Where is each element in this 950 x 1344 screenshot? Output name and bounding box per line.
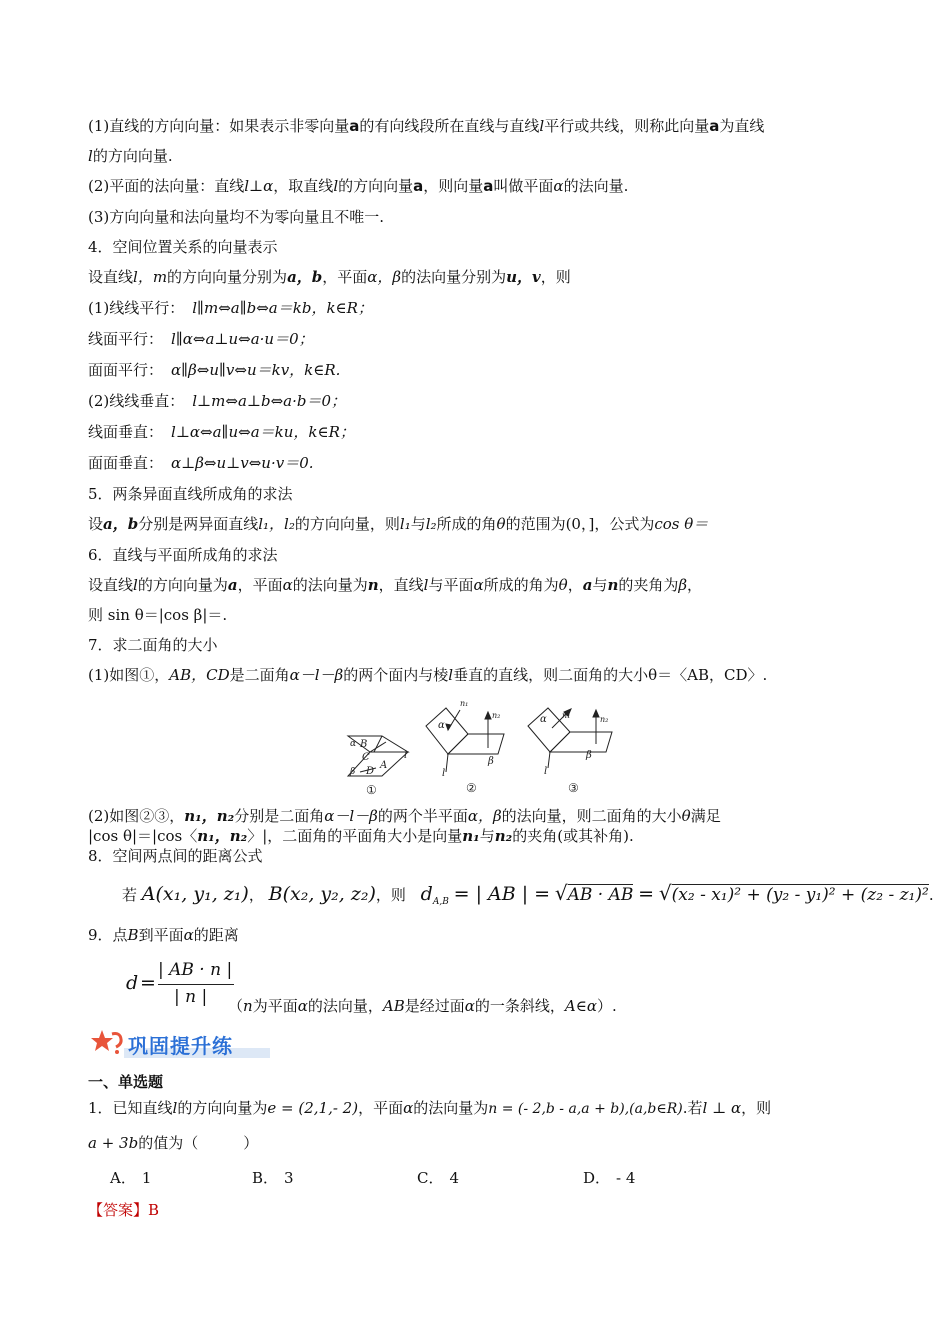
choice-value: 1 (141, 1169, 152, 1187)
choice-b[interactable] (252, 1168, 294, 1188)
abs-ab: = | AB | = (453, 883, 551, 905)
text: 的法向量分别为 (401, 268, 507, 286)
vector-n: n (607, 576, 619, 594)
text: .若 (682, 1099, 703, 1117)
text: 平行或共线，则称此向量 (544, 117, 710, 135)
text: 设直线 (88, 576, 134, 594)
lines-l-m: l，m (133, 268, 168, 286)
rule-line-line-perp (88, 391, 878, 411)
text: 设直线 (88, 268, 134, 286)
vector-a: a (483, 177, 494, 195)
label-beta: β (586, 750, 592, 761)
line-l: l (172, 1099, 178, 1117)
text: ）. (596, 997, 617, 1015)
vectors-n1-n2: n₁，n₂ (197, 827, 248, 845)
distance-symbol: d (126, 972, 139, 994)
text: ， (567, 576, 583, 594)
text: 叫做平面 (493, 177, 554, 195)
text: 垂直的直线，则二面角的大小 (453, 666, 649, 684)
text: 为直线 (719, 117, 765, 135)
text: 的两个面内与棱 (343, 666, 449, 684)
text: = (638, 883, 655, 905)
choice-label: A． (110, 1169, 136, 1187)
text: 的范围为(0，]，公式为 (505, 515, 655, 533)
text: 的法向量， (307, 997, 383, 1015)
plane-alpha: α (297, 997, 308, 1015)
distance-symbol: d (420, 883, 433, 905)
plane-alpha: α (464, 997, 475, 1015)
section-6-formula: 则 sin θ＝|cos β|＝. (88, 606, 228, 624)
vector-n: n = (- 2,b - a,a + b),(a,b∈R) (488, 1101, 683, 1117)
text: 的法向量为 (292, 576, 368, 594)
section-7-p3 (88, 826, 878, 846)
label-l: l (442, 768, 446, 779)
label-n1: n₁ (562, 711, 571, 720)
line-l: l (423, 576, 429, 594)
point-a: A(x₁, y₁, z₁) (141, 883, 249, 905)
text: θ＝〈AB，CD〉. (648, 666, 768, 684)
rule-plane-plane-perp (88, 453, 878, 473)
text: 的法向量. (563, 177, 629, 195)
figure-3 (528, 708, 612, 795)
text: 的方向向量. (92, 147, 173, 165)
text: 与平面 (428, 576, 474, 594)
label-A: A (380, 760, 388, 771)
l-perp-alpha: l⊥α (244, 177, 274, 195)
text: 所成的角 (436, 515, 497, 533)
text: 是经过面 (404, 997, 465, 1015)
text: 的方向向量为 (137, 576, 228, 594)
rule-expr: l∥α⇔a⊥u⇔a·u＝0； (171, 330, 314, 348)
vector-a: a (582, 576, 593, 594)
text: 的法向量，则二面角的大小 (501, 807, 682, 825)
text: 是二面角 (229, 666, 290, 684)
a-in-alpha: A∈α (564, 997, 597, 1015)
text: 的有向线段所在直线与直线 (359, 117, 540, 135)
figure-2-label: ② (466, 781, 477, 795)
rule-label: 面面垂直： (88, 454, 164, 472)
section-8-title: 8．空间两点间的距离公式 (88, 847, 263, 865)
label-C: C (362, 752, 370, 763)
cos-theta: cos θ＝ (654, 515, 709, 533)
label-n2: n₂ (492, 711, 501, 720)
section-5-body (88, 514, 878, 534)
choice-label: D． (583, 1169, 611, 1187)
text: ，平面 (237, 576, 283, 594)
label-D: D (366, 766, 375, 777)
expression: a + 3b (88, 1134, 139, 1152)
figure-2 (426, 699, 504, 795)
vector-a: a (709, 117, 720, 135)
text: 所成的角为 (483, 576, 559, 594)
question-1 (88, 1096, 878, 1121)
text: . (928, 886, 934, 904)
banner-title: 巩固提升练 (128, 1034, 233, 1058)
text: 的一条斜线， (474, 997, 565, 1015)
text: 与 (479, 827, 495, 845)
text: 1．已知直线 (88, 1099, 173, 1117)
vector-a: a (227, 576, 238, 594)
line-l: l (133, 576, 138, 594)
rule-line-line-parallel (88, 298, 878, 318)
dihedral-angle: α－l－β (289, 666, 344, 684)
section-7-title: 7．求二面角的大小 (88, 636, 218, 654)
question-1-cont (88, 1133, 878, 1153)
text: ，平面 (358, 1099, 404, 1117)
text: 的两个半平面 (377, 807, 468, 825)
label-l: l (544, 766, 548, 777)
text: ，平面 (322, 268, 368, 286)
line-l: l (539, 117, 545, 135)
angle-theta: θ (496, 515, 506, 533)
section-6-title: 6．直线与平面所成角的求法 (88, 546, 278, 564)
rule-expr: l∥m⇔a∥b⇔a＝kb，k∈R； (192, 299, 373, 317)
choice-value: 4 (449, 1169, 460, 1187)
vector-e: e = (2,1,- 2) (267, 1099, 359, 1117)
star-icon (90, 1028, 126, 1058)
figure-1 (348, 736, 408, 797)
line-l: l (333, 177, 339, 195)
label-alpha: α (438, 720, 445, 731)
choice-label: B． (252, 1169, 279, 1187)
text: 设 (88, 515, 104, 533)
rule-label: 线面平行： (88, 330, 164, 348)
text: 与 (592, 576, 608, 594)
rule-expr: l⊥m⇔a⊥b⇔a·b＝0； (192, 392, 347, 410)
text: 为平面 (252, 997, 298, 1015)
denominator: | n | (174, 987, 208, 1007)
text: 与 (410, 515, 426, 533)
dihedral-angle: α－l－β (324, 807, 378, 825)
text: 到平面 (138, 926, 184, 944)
text: (2)如图②③， (88, 807, 185, 825)
text: 满足 (690, 807, 721, 825)
text: 的法向量为 (413, 1099, 489, 1117)
exercise-heading: 一、单选题 (88, 1073, 164, 1091)
vector-n2: n₂ (494, 827, 513, 845)
section-9-note (228, 996, 950, 1016)
line-l: l (88, 147, 93, 165)
vector-n1: n₁ (462, 827, 480, 845)
vectors-n1-n2: n₁，n₂ (184, 807, 235, 825)
plane-alpha: α (403, 1099, 414, 1117)
answer-label: 【答案】 (88, 1201, 149, 1219)
choice-d[interactable] (583, 1168, 635, 1188)
rule-line-plane-perp (88, 422, 878, 442)
plane-alpha: α (553, 177, 564, 195)
text: 9．点 (88, 926, 128, 944)
label-alpha: α (540, 714, 547, 725)
root-coordinates: (x₂ - x₁)² + (y₂ - y₁)² + (z₂ - z₁)² (671, 885, 929, 905)
text: |cos θ|＝|cos〈 (88, 827, 198, 845)
text: (1)直线的方向向量：如果表示非零向量 (88, 117, 350, 135)
text: 分别是两异面直线 (138, 515, 259, 533)
section-7-p1 (88, 665, 878, 685)
section-7-p2 (88, 806, 878, 826)
root-ab-ab: AB · AB (567, 885, 634, 905)
def-direction-vector (88, 116, 878, 136)
label-beta: β (488, 756, 494, 767)
figure-3-label: ③ (568, 781, 579, 795)
rule-expr: α∥β⇔u∥v⇔u＝kv，k∈R. (171, 361, 341, 379)
text: ，则向量 (423, 177, 484, 195)
label-beta: β (350, 767, 356, 777)
choice-label: C． (417, 1169, 444, 1187)
def-normal-vector (88, 176, 878, 196)
numerator: | AB · n | (158, 960, 233, 980)
section-4-title: 4．空间位置关系的向量表示 (88, 238, 278, 256)
plane-alpha: α (282, 576, 293, 594)
label-n1: n₁ (460, 699, 469, 708)
rule-label: (2)线线垂直： (88, 392, 185, 410)
distance-formula: 若 A(x₁, y₁, z₁)， B(x₂, y₂, z₂)，则 $d_{A,B}$ = | AB | = √AB · AB = √(x₂ - x₁)² + (y₂ - y₁)² + (z₂ - z₁)². (122, 881, 934, 907)
text: (1)如图①， (88, 666, 170, 684)
plane-alpha: α (183, 926, 194, 944)
answer (88, 1200, 878, 1220)
vector-n: n (243, 997, 253, 1015)
text: 〉|，二面角的平面角大小是向量 (247, 827, 463, 845)
rule-plane-plane-parallel (88, 360, 878, 380)
text: 的值为（ ） (138, 1134, 259, 1152)
segment-ab: AB (382, 997, 405, 1015)
text: ，则 (540, 268, 571, 286)
text: ，则 (741, 1099, 772, 1117)
angle-theta: θ (558, 576, 568, 594)
vectors-a-b: a，b (103, 515, 139, 533)
rule-expr: l⊥α⇔a∥u⇔a＝ku，k∈R； (171, 423, 355, 441)
rule-label: 面面平行： (88, 361, 164, 379)
line-l2: l₂ (425, 515, 437, 533)
choice-a[interactable] (110, 1168, 151, 1188)
rule-label: 线面垂直： (88, 423, 164, 441)
text: ， (687, 576, 703, 594)
text: (2)平面的法向量：直线 (88, 177, 245, 195)
lines-l1-l2: l₁，l₂ (258, 515, 295, 533)
distance-subscript: A,B (432, 897, 449, 907)
fraction-bar (158, 984, 234, 985)
choice-value: 3 (284, 1169, 294, 1187)
rule-label: (1)线线平行： (88, 299, 185, 317)
text: 的方向向量 (338, 177, 414, 195)
vectors-u-v: u，v (506, 268, 541, 286)
text: 的方向向量，则 (294, 515, 400, 533)
line-l: l (448, 666, 454, 684)
text: ，取直线 (273, 177, 334, 195)
label-n2: n₂ (600, 715, 609, 724)
point-b: B(x₂, y₂, z₂) (268, 883, 376, 905)
text: （ (228, 997, 244, 1015)
label-B: B (360, 739, 368, 750)
section-9-title (88, 925, 878, 945)
text: 的距离 (193, 926, 239, 944)
text: 的夹角为 (618, 576, 679, 594)
choice-value: - 4 (616, 1169, 636, 1187)
rule-line-plane-parallel (88, 329, 878, 349)
angle-beta: β (678, 576, 688, 594)
choice-c[interactable] (417, 1168, 459, 1188)
line-l1: l₁ (399, 515, 411, 533)
text: = (140, 972, 156, 994)
vector-a: a (349, 117, 360, 135)
section-4-intro (88, 267, 878, 287)
text: 的方向向量分别为 (167, 268, 288, 286)
text: 的方向向量为 (177, 1099, 268, 1117)
text: ，直线 (378, 576, 424, 594)
vector-a: a (413, 177, 424, 195)
dihedral-figures (330, 692, 630, 802)
planes-alpha-beta: α，β (367, 268, 402, 286)
point-b: B (127, 926, 139, 944)
angle-theta: θ (681, 807, 691, 825)
rule-expr: α⊥β⇔u⊥v⇔u·v＝0. (171, 454, 314, 472)
plane-alpha: α (473, 576, 484, 594)
section-6-body (88, 575, 878, 595)
text: 若 (122, 886, 138, 904)
planes-alpha-beta: α，β (467, 807, 502, 825)
point-plane-distance-formula (126, 960, 236, 1012)
section-banner (90, 1026, 270, 1062)
text: 分别是二面角 (234, 807, 325, 825)
text: 的夹角(或其补角). (512, 827, 634, 845)
figure-1-label: ① (366, 783, 377, 797)
label-l: l (404, 750, 408, 761)
def-note: (3)方向向量和法向量均不为零向量且不唯一. (88, 208, 385, 226)
l-perp-alpha: l ⊥ α (702, 1099, 742, 1117)
answer-value: B (148, 1201, 160, 1219)
text: ，则 (375, 886, 406, 904)
vectors-a-b: a，b (287, 268, 323, 286)
def-direction-vector-cont (88, 146, 878, 166)
vector-n: n (367, 576, 379, 594)
lines-ab-cd: AB，CD (169, 666, 230, 684)
section-5-title: 5．两条异面直线所成角的求法 (88, 485, 293, 503)
label-alpha: α (350, 739, 357, 749)
